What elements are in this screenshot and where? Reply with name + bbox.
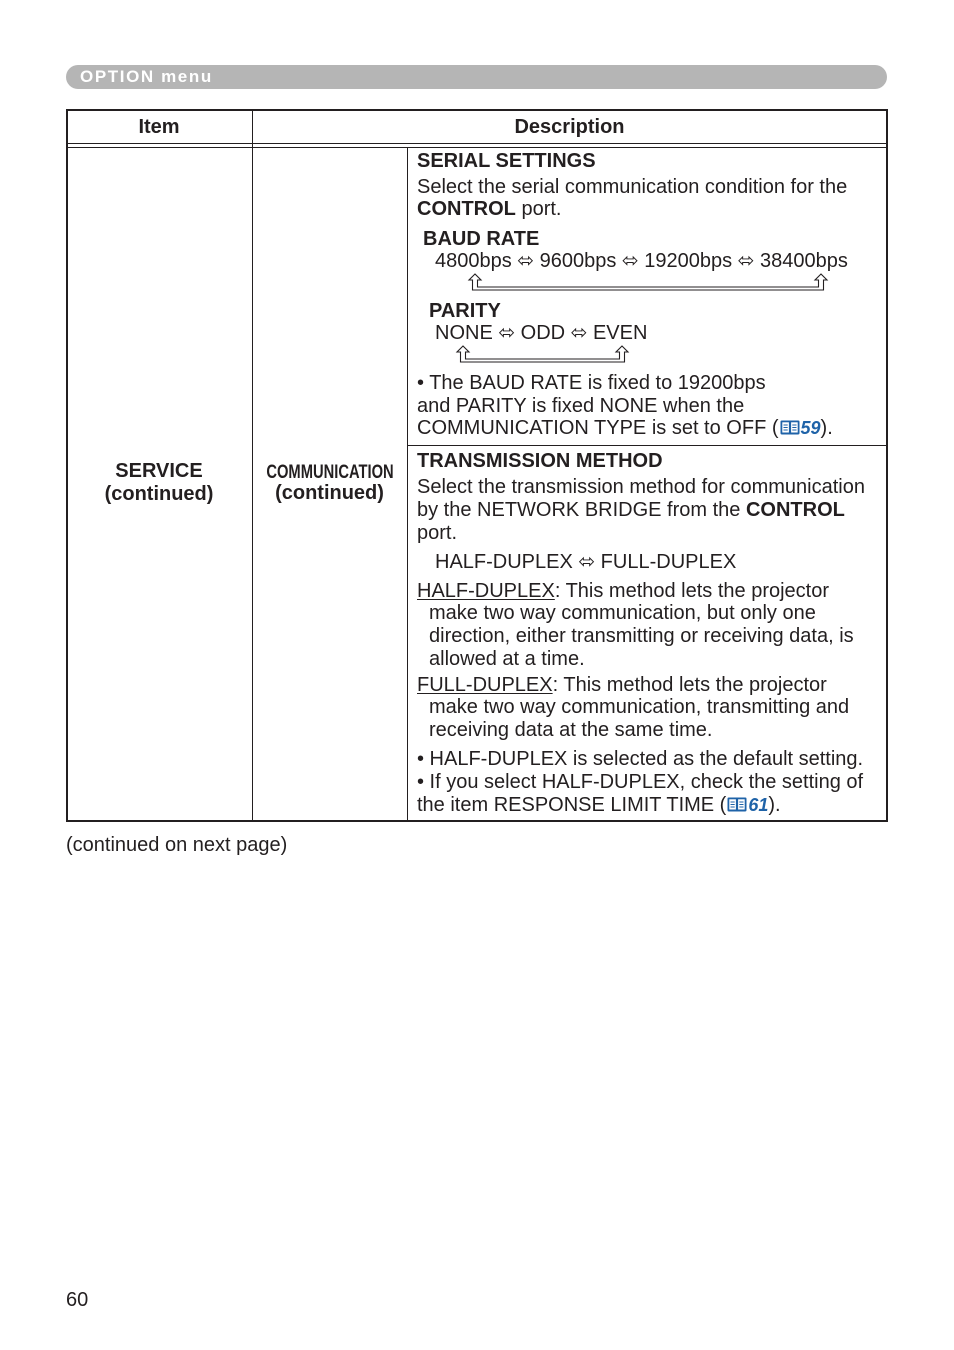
half-duplex-line: make two way communication, but only one bbox=[429, 601, 816, 624]
serial-note-line bbox=[417, 417, 833, 440]
section-title: OPTION menu bbox=[80, 67, 213, 86]
serial-settings-intro-line: Select the serial communication condition for the bbox=[417, 175, 848, 198]
control-port-term: CONTROL bbox=[745, 498, 845, 521]
serial-settings-intro-tail: port. bbox=[515, 197, 562, 220]
table-border-top bbox=[66, 109, 887, 111]
item-continued: (continued) bbox=[104, 482, 214, 505]
book-icon bbox=[727, 796, 747, 813]
subitem-label-cell bbox=[252, 461, 407, 484]
full-duplex-definition bbox=[417, 674, 827, 697]
full-duplex-line: receiving data at the same time. bbox=[429, 718, 713, 741]
baud-rate-label: BAUD RATE bbox=[423, 227, 540, 250]
column-header-item: Item bbox=[138, 115, 180, 138]
cycle-arrow-icon bbox=[466, 273, 832, 293]
full-duplex-line: make two way communication, transmitting and bbox=[429, 695, 850, 718]
half-duplex-term: HALF-DUPLEX bbox=[417, 579, 555, 602]
transmission-intro-text: by the NETWORK BRIDGE from the bbox=[417, 498, 746, 521]
table-border-right bbox=[886, 109, 888, 822]
description-cell-divider bbox=[407, 445, 888, 447]
section-header-bar bbox=[66, 65, 887, 89]
parity-label: PARITY bbox=[429, 299, 501, 322]
serial-note-text: COMMUNICATION TYPE is set to OFF ( bbox=[417, 416, 779, 439]
header-row-bottom-rule bbox=[66, 143, 887, 145]
transmission-note-line: • HALF-DUPLEX is selected as the default setting. bbox=[417, 747, 864, 770]
half-duplex-definition bbox=[417, 580, 829, 603]
cycle-arrow-outline bbox=[457, 346, 628, 362]
column-header-description: Description bbox=[514, 115, 625, 138]
baud-rate-options: 4800bps ⬄ 9600bps ⬄ 19200bps ⬄ 38400bps bbox=[435, 249, 848, 272]
page-reference: 59 bbox=[800, 417, 821, 438]
full-duplex-term: FULL-DUPLEX bbox=[417, 673, 553, 696]
full-duplex-text: : This method lets the projector bbox=[552, 673, 827, 696]
page-number: 60 bbox=[66, 1288, 89, 1311]
transmission-method-title: TRANSMISSION METHOD bbox=[417, 449, 663, 472]
serial-settings-title: SERIAL SETTINGS bbox=[417, 149, 596, 172]
table-border-bottom bbox=[66, 820, 887, 822]
transmission-note-line bbox=[417, 794, 781, 817]
serial-note-line: • The BAUD RATE is fixed to 19200bps bbox=[417, 371, 766, 394]
half-duplex-line: allowed at a time. bbox=[429, 647, 585, 670]
transmission-note-text-end: ). bbox=[768, 793, 781, 816]
serial-note-text-end: ). bbox=[820, 416, 833, 439]
parity-options: NONE ⬄ ODD ⬄ EVEN bbox=[435, 321, 648, 344]
cycle-arrow-icon bbox=[454, 345, 632, 365]
book-icon bbox=[780, 419, 800, 436]
cycle-arrow-outline bbox=[469, 274, 827, 290]
transmission-note-line: • If you select HALF-DUPLEX, check the setting of bbox=[417, 770, 864, 793]
transmission-intro-line: Select the transmission method for communication bbox=[417, 475, 865, 498]
subitem-continued: (continued) bbox=[275, 481, 384, 504]
control-port-term: CONTROL bbox=[417, 197, 516, 220]
duplex-options: HALF-DUPLEX ⬄ FULL-DUPLEX bbox=[435, 550, 737, 573]
transmission-intro-line: port. bbox=[417, 521, 458, 544]
item-label: SERVICE bbox=[115, 459, 203, 482]
subitem-label: COMMUNICATION bbox=[265, 461, 394, 483]
half-duplex-line: direction, either transmitting or receiving data, is bbox=[429, 624, 854, 647]
body-top-rule bbox=[66, 147, 887, 149]
transmission-intro-line bbox=[417, 499, 845, 522]
serial-note-line: and PARITY is fixed NONE when the bbox=[417, 394, 745, 417]
serial-settings-intro-line bbox=[417, 198, 561, 221]
continued-note: (continued on next page) bbox=[66, 833, 288, 856]
transmission-note-text: the item RESPONSE LIMIT TIME ( bbox=[417, 793, 727, 816]
page-reference: 61 bbox=[748, 794, 769, 815]
half-duplex-text: : This method lets the projector bbox=[554, 579, 830, 602]
